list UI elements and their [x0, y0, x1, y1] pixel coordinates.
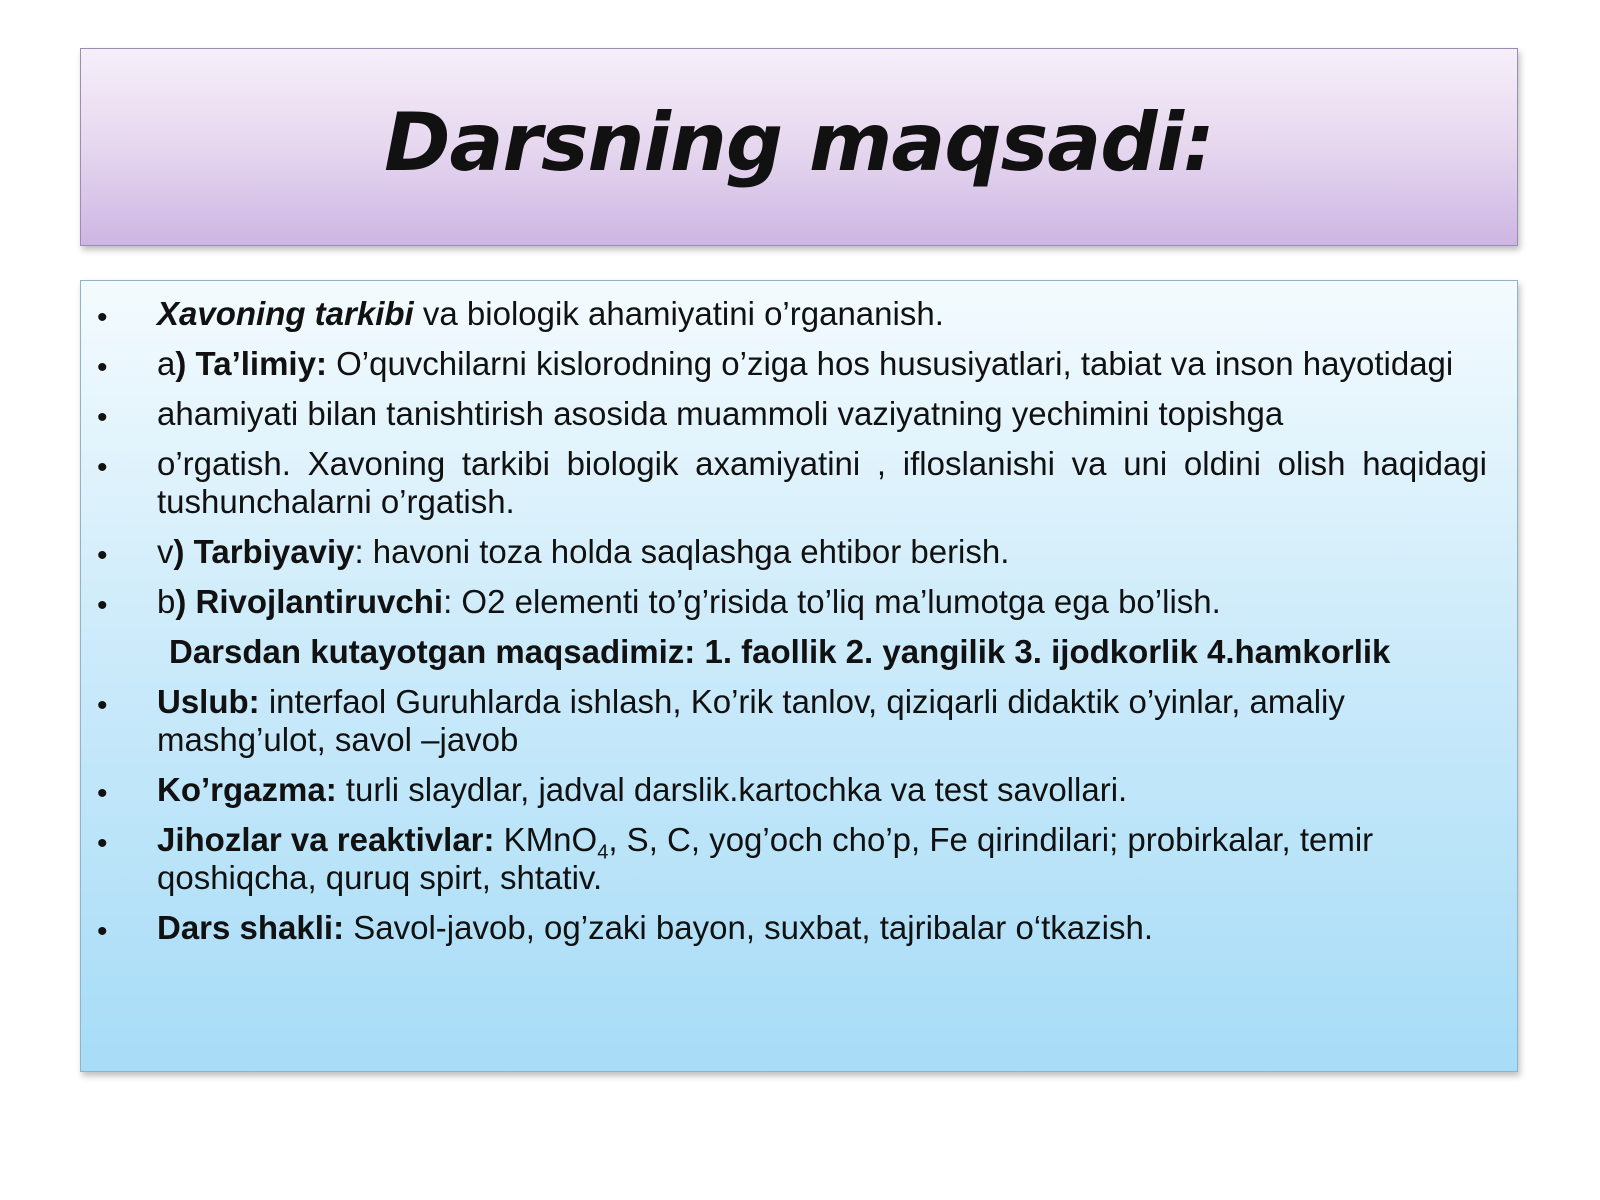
list-item	[81, 771, 1487, 809]
bullet-icon: •	[97, 827, 108, 860]
bullet-icon: •	[97, 539, 108, 572]
list-item	[81, 445, 1487, 521]
list-item	[81, 345, 1487, 383]
list-item	[81, 533, 1487, 571]
item-text: Savol-javob, og’zaki bayon, suxbat, tajribalar o‘tkazish.	[344, 909, 1154, 946]
item-bold: ) Ta’limiy:	[175, 345, 327, 382]
title-box	[80, 48, 1518, 246]
content-box	[80, 280, 1518, 1072]
goals-line: Darsdan kutayotgan maqsadimiz: 1. faollik 2. yangilik 3. ijodkorlik 4.hamkorlik	[169, 633, 1391, 670]
item-bold: Ko’rgazma:	[157, 771, 337, 808]
item-bold: ) Tarbiyaviy	[173, 533, 355, 570]
item-bold: ) Rivojlantiruvchi	[175, 583, 444, 620]
item-bold: Xavoning tarkibi	[157, 295, 414, 332]
item-text: , S, C, yog’och cho’p, Fe qirindilari; probirkalar, temir qoshiqcha, quruq spirt, shtativ.	[157, 821, 1374, 896]
bullet-icon: •	[97, 301, 108, 334]
item-text: turli slaydlar, jadval darslik.kartochka va test savollari.	[336, 771, 1128, 808]
item-bold: Dars shakli:	[157, 909, 345, 946]
bullet-icon: •	[97, 689, 108, 722]
bullet-icon: •	[97, 589, 108, 622]
item-prefix: v	[157, 533, 174, 570]
bullet-icon: •	[97, 351, 108, 384]
item-text: va biologik ahamiyatini o’rgananish.	[413, 295, 944, 332]
item-prefix: a	[157, 345, 176, 382]
list-item	[81, 395, 1487, 433]
item-text: ahamiyati bilan tanishtirish asosida muammoli vaziyatning yechimini topishga	[157, 395, 1284, 432]
method-list	[81, 683, 1487, 947]
list-item	[81, 821, 1487, 897]
bullet-icon: •	[97, 401, 108, 434]
bullet-icon: •	[97, 777, 108, 810]
list-item	[81, 295, 1487, 333]
list-item	[81, 909, 1487, 947]
item-text-before: KMnO	[494, 821, 598, 858]
item-text: : O2 elementi to’g’risida to’liq ma’lumotga ega bo’lish.	[443, 583, 1221, 620]
bullet-icon: •	[97, 915, 108, 948]
list-item	[81, 583, 1487, 621]
item-text: O’quvchilarni kislorodning o’ziga hos hususiyatlari, tabiat va inson hayotidagi	[326, 345, 1454, 382]
subscript: 4	[597, 841, 609, 864]
slide-title: Darsning maqsadi:	[384, 95, 1214, 189]
bullet-icon: •	[97, 451, 108, 484]
item-text: : havoni toza holda saqlashga ehtibor berish.	[354, 533, 1010, 570]
item-prefix: b	[157, 583, 176, 620]
list-item	[81, 683, 1487, 759]
item-bold: Jihozlar va reaktivlar:	[157, 821, 495, 858]
objectives-list	[81, 295, 1487, 621]
item-bold: Uslub:	[157, 683, 260, 720]
item-text: interfaol Guruhlarda ishlash, Ko’rik tanlov, qiziqarli didaktik o’yinlar, amaliy mashg’ulot, savol –javob	[157, 683, 1345, 758]
item-text: o’rgatish. Xavoning tarkibi biologik axamiyatini , ifloslanishi va uni oldini olish haqidagi tushunchalarni o’rgatish.	[157, 445, 1487, 520]
